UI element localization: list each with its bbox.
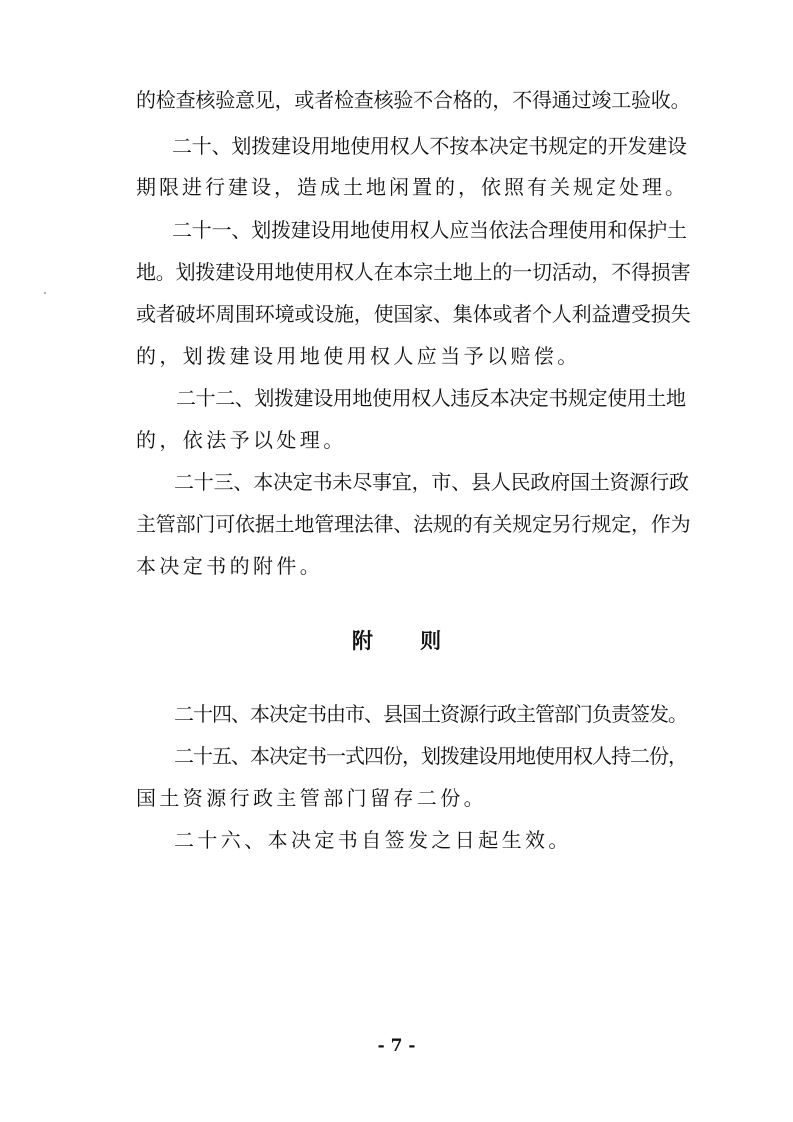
paragraph-21-line-4: 的，划拨建设用地使用权人应当予以赔偿。 <box>136 344 581 368</box>
paragraph-22-line-2: 的，依法予以处理。 <box>136 428 347 452</box>
scan-speck <box>44 292 46 294</box>
paragraph-26-line-1: 二十六、本决定书自签发之日起生效。 <box>174 828 572 852</box>
paragraph-23-line-3: 本决定书的附件。 <box>136 554 324 578</box>
page-number: - 7 - <box>377 1036 416 1056</box>
paragraph-23-line-2: 主管部门可依据土地管理法律、法规的有关规定另行规定，作为 <box>136 512 691 536</box>
paragraph-23-line-1: 二十三、本决定书未尽事宜，市、县人民政府国土资源行政 <box>174 470 689 494</box>
paragraph-1-line-1: 的检查核验意见，或者检查核验不合格的，不得通过竣工验收。 <box>136 88 691 112</box>
paragraph-21-line-3: 或者破坏周围环境或设施，使国家、集体或者个人利益遭受损失 <box>136 302 691 326</box>
paragraph-24-line-1: 二十四、本决定书由市、县国土资源行政主管部门负责签发。 <box>174 702 687 726</box>
paragraph-22-line-1: 二十二、划拨建设用地使用权人违反本决定书规定使用土地 <box>176 386 686 410</box>
paragraph-20-line-2: 期限进行建设，造成土地闲置的，依照有关规定处理。 <box>136 175 688 199</box>
paragraph-21-line-1: 二十一、划拨建设用地使用权人应当依法合理使用和保护土 <box>172 218 687 242</box>
paragraph-21-line-2: 地。划拨建设用地使用权人在本宗土地上的一切活动，不得损害 <box>136 260 691 284</box>
paragraph-25-line-1: 二十五、本决定书一式四份，划拨建设用地使用权人持二份， <box>174 744 687 768</box>
paragraph-25-line-2: 国土资源行政主管部门留存二份。 <box>136 786 487 810</box>
paragraph-20-line-1: 二十、划拨建设用地使用权人不按本决定书规定的开发建设 <box>172 134 687 158</box>
section-title: 附 则 <box>351 629 462 653</box>
